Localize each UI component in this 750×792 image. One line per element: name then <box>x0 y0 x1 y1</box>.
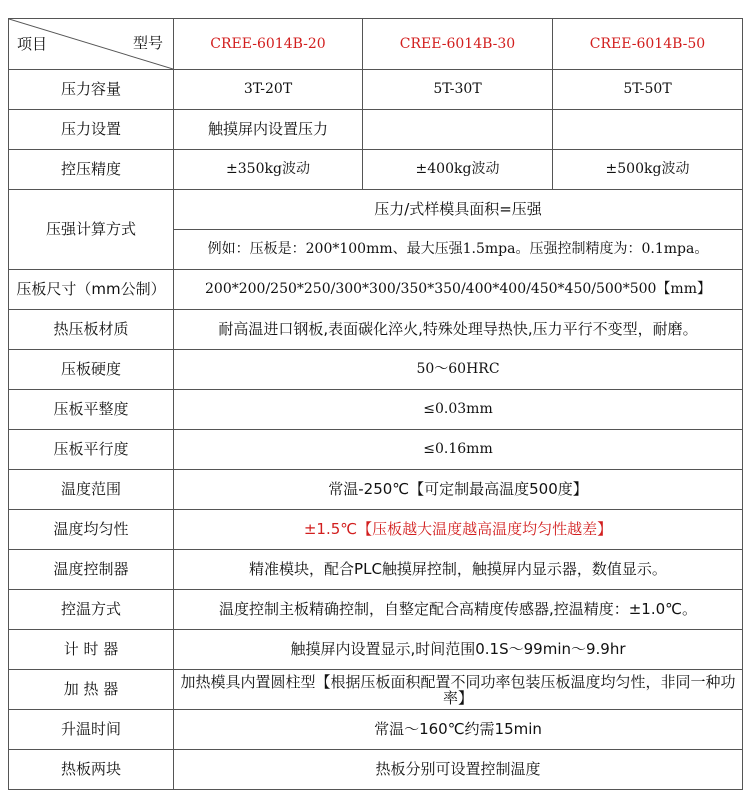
row-label: 升温时间 <box>9 710 174 750</box>
row-label: 温度均匀性 <box>9 510 174 550</box>
col-axis-label: 型号 <box>132 34 163 52</box>
cell-value: 触摸屏内设置显示,时间范围0.1S～99min～9.9hr <box>174 630 743 670</box>
empty-cell <box>553 110 743 150</box>
row-label: 压力设置 <box>9 110 174 150</box>
row-label: 计 时 器 <box>9 630 174 670</box>
table-row <box>9 190 743 230</box>
table-row <box>9 70 743 110</box>
table-row <box>9 310 743 350</box>
header-corner-cell <box>9 19 174 70</box>
cell-value: 例如：压板是：200*100mm、最大压强1.5mpa。压强控制精度为：0.1mpa。 <box>174 230 743 270</box>
row-label: 压强计算方式 <box>9 190 174 270</box>
cell-value: 耐高温进口钢板,表面碳化淬火,特殊处理导热快,压力平行不变型，耐磨。 <box>174 310 743 350</box>
cell-value: 精准模块，配合PLC触摸屏控制，触摸屏内显示器，数值显示。 <box>174 550 743 590</box>
row-label: 压板尺寸（mm公制） <box>9 270 174 310</box>
model-header: CREE-6014B-20 <box>174 19 363 70</box>
table-row <box>9 670 743 710</box>
row-label: 压板平整度 <box>9 390 174 430</box>
cell-value: ±400kg波动 <box>363 150 553 190</box>
cell-value: 常温～160℃约需15min <box>174 710 743 750</box>
cell-value: 5T-50T <box>553 70 743 110</box>
row-label: 压板硬度 <box>9 350 174 390</box>
model-header: CREE-6014B-50 <box>553 19 743 70</box>
table-row <box>9 150 743 190</box>
cell-value: 加热模具内置圆柱型【根据压板面积配置不同功率包装压板温度均匀性，非同一种功率】 <box>174 670 743 710</box>
cell-value: 温度控制主板精确控制，自整定配合高精度传感器,控温精度：±1.0℃。 <box>174 590 743 630</box>
table-row <box>9 750 743 790</box>
cell-value: 200*200/250*250/300*300/350*350/400*400/450*450/500*500【mm】 <box>174 270 743 310</box>
row-label: 温度范围 <box>9 470 174 510</box>
model-header: CREE-6014B-30 <box>363 19 553 70</box>
table-row <box>9 390 743 430</box>
cell-value: 50～60HRC <box>174 350 743 390</box>
cell-value: ≤0.03mm <box>174 390 743 430</box>
table-row <box>9 430 743 470</box>
table-row <box>9 470 743 510</box>
header-row <box>9 19 743 70</box>
table-row <box>9 550 743 590</box>
cell-value: ±500kg波动 <box>553 150 743 190</box>
cell-value: 压力/式样模具面积=压强 <box>174 190 743 230</box>
cell-value: ≤0.16mm <box>174 430 743 470</box>
table-row <box>9 630 743 670</box>
table-row <box>9 590 743 630</box>
cell-value-highlight: ±1.5℃【压板越大温度越高温度均匀性越差】 <box>174 510 743 550</box>
empty-cell <box>363 110 553 150</box>
cell-value: 3T-20T <box>174 70 363 110</box>
row-label: 压力容量 <box>9 70 174 110</box>
table-row <box>9 270 743 310</box>
row-label: 控温方式 <box>9 590 174 630</box>
row-label: 加 热 器 <box>9 670 174 710</box>
row-label: 热压板材质 <box>9 310 174 350</box>
table-row <box>9 110 743 150</box>
table-row <box>9 350 743 390</box>
cell-value: 5T-30T <box>363 70 553 110</box>
cell-value: 热板分别可设置控制温度 <box>174 750 743 790</box>
row-axis-label: 项目 <box>17 35 48 53</box>
table-row <box>9 510 743 550</box>
row-label: 温度控制器 <box>9 550 174 590</box>
row-label: 压板平行度 <box>9 430 174 470</box>
table-row <box>9 710 743 750</box>
spec-table <box>8 18 743 790</box>
cell-value: ±350kg波动 <box>174 150 363 190</box>
row-label: 控压精度 <box>9 150 174 190</box>
cell-value: 触摸屏内设置压力 <box>174 110 363 150</box>
row-label: 热板两块 <box>9 750 174 790</box>
cell-value: 常温-250℃【可定制最高温度500度】 <box>174 470 743 510</box>
